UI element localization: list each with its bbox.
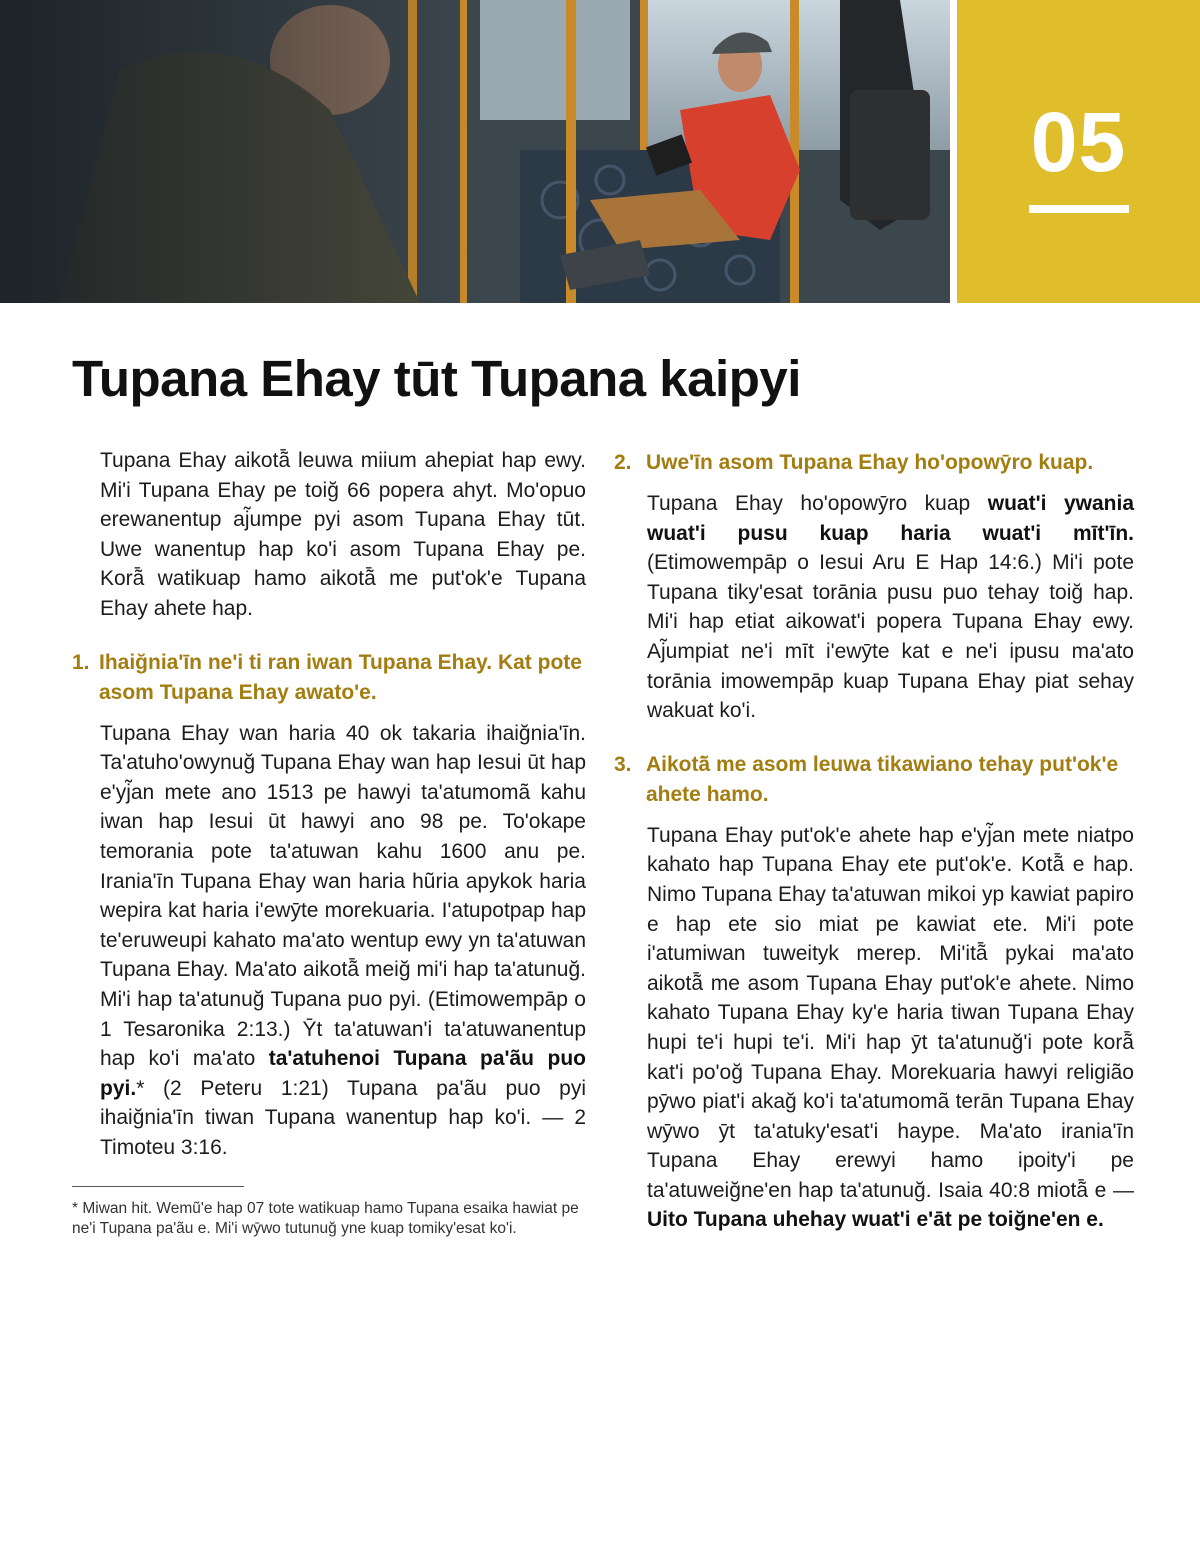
section-3-text: Tupana Ehay put'ok'e ahete hap e'yj̃an mete niatpo kahato hap Tupana Ehay ete put'ok'e. Kotã̄ e hap. Nimo Tupana Ehay ta'atuwan mikoi yp kawiat papiro e hap ete sio miat pe kawiat ete. Mi'i pote i'atumiwan tuweityk merep. Mi'itã̄ pykai ma'ato aikotã̄ me asom Tupana Ehay put'ok'e ahete. Nimo kahato Tupana Ehay ky'e haria tiwan Tupana Ehay hupi te'i hupi te'i. Mi'i hap ȳt ta'atunuğ'i pote korã̄ kat'i po'oğ Tupana Ehay. Morekuaria hawyi religião pȳwo piat'i akağ ko'i ta'atumomã terān Tupana Ehay wȳwo ȳt ta'atuky'esat'i haype. Ma'ato irania'īn Tupana Ehay erewyi hamo ipoity'i pe ta'atuweiğne'en hap ta'atunuğ. Isaia 40:8 miotã̄ e — bbox=[647, 823, 1134, 1202]
chapter-number: 05 bbox=[1030, 95, 1127, 189]
section-2-text: Tupana Ehay ho'opowȳro kuap bbox=[647, 492, 971, 515]
section-1-text: Tupana Ehay wan haria 40 ok takaria ihaiğnia'īn. Ta'atuho'owynuğ Tupana Ehay wan hap Iesui ūt hap e'yj̃an mete ano 1513 pe hawyi ta'atumomã kahu iwan hap Iesui ūt hawyi ano 98 pe. To'okape temorania pote ta'atuwan kahu 1600 anu pe. Irania'īn Tupana Ehay wan haria hũria apykok haria wepira kat haria i'ewȳte morekuaria. I'atupotpap hap te'eruweupi kahato ma'ato wentup ewy yn ta'atuwan Tupana Ehay. Ma'ato aikotã̄ meiğ mi'i hap ta'atunuğ. Mi'i hap ta'atunuğ Tupana puo pyi. (Etimowempāp o 1 Tesaronika 2:13.) Ȳt ta'atuwan'i ta'atuwanentup hap ko'i ma'ato bbox=[100, 721, 586, 1071]
hero-photo bbox=[0, 0, 950, 303]
page-title: Tupana Ehay tūt Tupana kaipyi bbox=[72, 350, 801, 407]
question-3 bbox=[614, 750, 1134, 810]
right-column bbox=[614, 448, 1134, 1259]
question-3-number: 3. bbox=[614, 752, 632, 776]
question-3-text: Aikotã̄ me asom leuwa tikawiano tehay put'ok'e ahete hamo. bbox=[646, 752, 1119, 806]
section-1-paragraph bbox=[72, 719, 586, 1163]
section-1-emphasis: ta'atuhenoi Tupana pa'ãu puo pyi. bbox=[100, 1047, 586, 1100]
section-1-text-end: * (2 Peteru 1:21) Tupana pa'ãu puo pyi ihaiğnia'īn tiwan Tupana wanentup hap ko'i. — 2 Timoteu 3:16. bbox=[100, 1076, 586, 1159]
question-1-text: Ihaiğnia'īn ne'i ti ran iwan Tupana Ehay. Kat pote asom Tupana Ehay awato'e. bbox=[99, 650, 582, 704]
question-2-text: Uwe'īn asom Tupana Ehay ho'opowȳro kuap. bbox=[646, 451, 1094, 474]
section-3-emphasis: Uito Tupana uhehay wuat'i e'āt pe toiğne'en e. bbox=[647, 1208, 1104, 1232]
section-2-emphasis: wuat'i ywania wuat'i pusu kuap haria wuat'i mīt'īn. bbox=[647, 492, 1135, 545]
intro-paragraph: Tupana Ehay aikotã̄ leuwa miium ahepiat hap ewy. Mi'i Tupana Ehay pe toiğ 66 popera ahyt. Mo'opuo erewanentup aj̃umpe pyi asom Tupana Ehay tūt. Uwe wanentup hap ko'i asom Tupana Ehay pe. Korã̄ watikuap hamo aikotã̄ me put'ok'e Tupana Ehay ahete hap. bbox=[100, 449, 586, 620]
question-2-number: 2. bbox=[614, 451, 632, 474]
question-1 bbox=[72, 648, 586, 708]
question-1-number: 1. bbox=[72, 650, 90, 674]
footnote-divider bbox=[72, 1186, 244, 1187]
section-2-paragraph bbox=[614, 489, 1134, 726]
footnote: * Miwan hit. Wemũ'e hap 07 tote watikuap hamo Tupana esaika hawiat pe ne'i Tupana pa'ãu e. Mi'i wȳwo tutunuğ yne kuap tomiky'esat ko'i. bbox=[72, 1200, 579, 1238]
question-2 bbox=[614, 448, 1134, 478]
section-2-text-end: (Etimowempāp o Iesui Aru E Hap 14:6.) Mi'i pote Tupana tiky'esat torānia pusu puo tehay toiğ hap. Mi'i hap etiat aikowat'i popera Tupana Ehay ewy. Aj̃umpiat ne'i mīt i'ewȳte kat e ne'i ipusu ma'ato torānia imowempāp kuap Tupana Ehay piat sehay wakuat ko'i. bbox=[647, 551, 1134, 723]
chapter-number-panel bbox=[957, 0, 1200, 303]
left-column bbox=[72, 446, 586, 1239]
chapter-number-underline bbox=[1029, 205, 1129, 213]
section-3-paragraph bbox=[614, 821, 1134, 1235]
bus-reading-illustration bbox=[0, 0, 950, 303]
